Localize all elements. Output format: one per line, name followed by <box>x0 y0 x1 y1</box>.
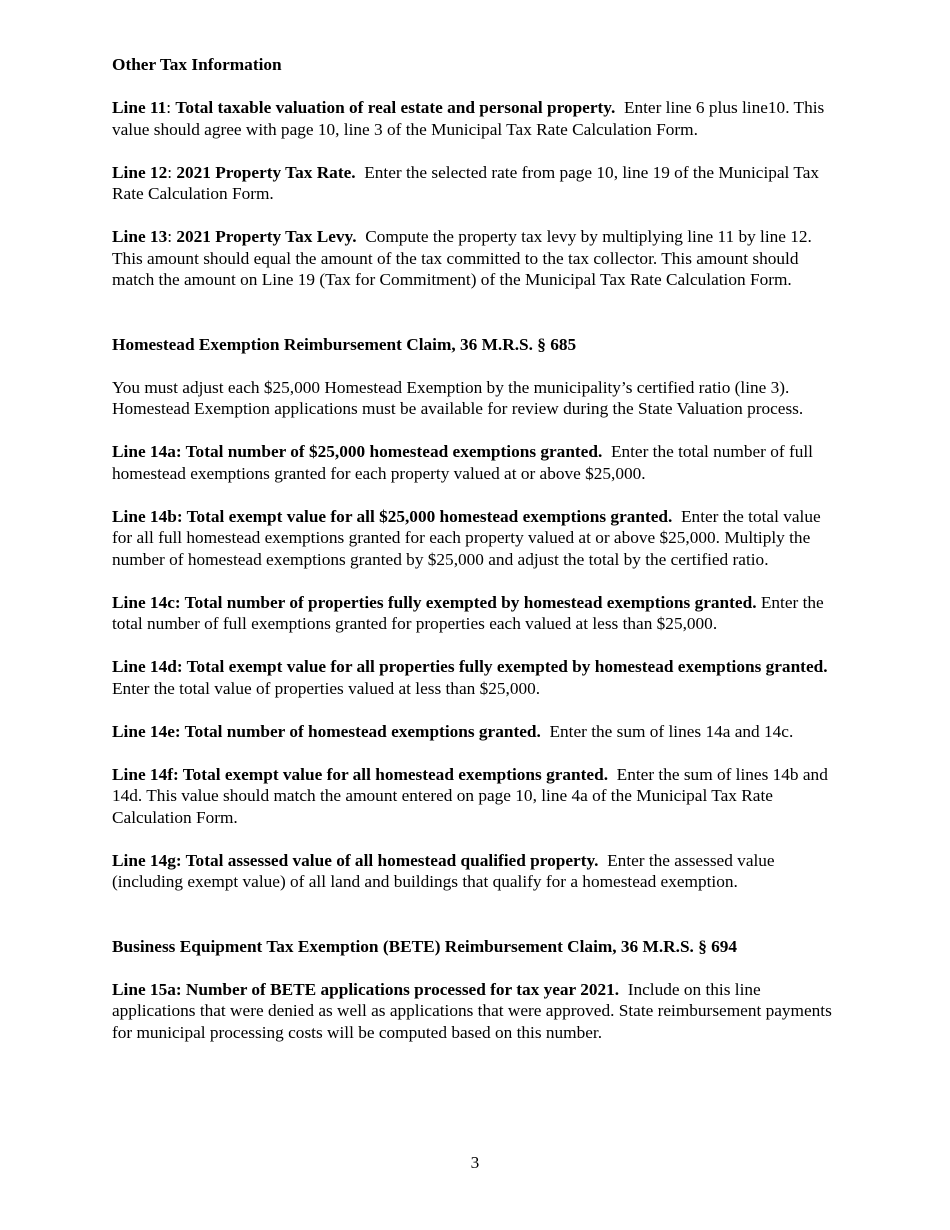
paragraph-line-14b <box>112 506 838 571</box>
line-11-label: Line 11 <box>112 98 167 117</box>
line-14g-body: Enter the assessed value (including exempt value) of all land and buildings that qualify for a homestead exemption. <box>112 850 775 891</box>
line-14f-body: Enter the sum of lines 14b and 14d. This value should match the amount entered on page 10, line 4a of the Municipal Tax Rate Calculation Form. <box>112 764 828 827</box>
line-14g-title: Line 14g: Total assessed value of all homestead qualified property. <box>112 850 599 870</box>
line-14c-body: Enter the total number of full exemptions granted for properties each valued at less than $25,000. <box>112 592 824 633</box>
line-13-sep: : <box>167 227 173 246</box>
line-14e-title: Line 14e: Total number of homestead exemptions granted. <box>112 721 541 741</box>
line-13-title: 2021 Property Tax Levy. <box>176 227 357 246</box>
page-number: 3 <box>470 1153 480 1172</box>
paragraph-homestead-intro: You must adjust each $25,000 Homestead Exemption by the municipality’s certified ratio (line 3). Homestead Exemption applications must be available for review during the State Valuation process. <box>112 377 804 418</box>
line-12-label: Line 12 <box>112 162 168 182</box>
line-14e-body: Enter the sum of lines 14a and 14c. <box>549 721 794 741</box>
line-12-title: 2021 Property Tax Rate. <box>176 162 356 182</box>
paragraph-line-13 <box>112 226 838 291</box>
line-11-title: Total taxable valuation of real estate and personal property. <box>175 98 616 117</box>
line-11-body: Enter line 6 plus line10. This value should agree with page 10, line 3 of the Municipal Tax Rate Calculation Form. <box>112 98 825 139</box>
line-14b-body: Enter the total value for all full homestead exemptions granted for each property valued at or above $25,000. Multiply the number of homestead exemptions granted by $25,000 and adjust the total by the certified ratio. <box>112 506 821 569</box>
line-14d-body: Enter the total value of properties valued at less than $25,000. <box>112 678 541 698</box>
paragraph-line-14e <box>112 721 838 743</box>
section-heading-homestead: Homestead Exemption Reimbursement Claim, 36 M.R.S. § 685 <box>112 334 577 354</box>
line-15a-title: Line 15a: Number of BETE applications processed for tax year 2021. <box>112 979 620 999</box>
line-14c-title: Line 14c: Total number of properties fully exempted by homestead exemptions granted. <box>112 592 757 612</box>
line-13-label: Line 13 <box>112 227 168 246</box>
line-14a-body: Enter the total number of full homestead exemptions granted for each property valued at or above $25,000. <box>112 442 813 483</box>
line-13-body: Compute the property tax levy by multiplying line 11 by line 12. This amount should equal the amount of the tax committed to the tax collector. This amount should match the amount on Line 19 (Tax for Commitment) of the Municipal Tax Rate Calculation Form. <box>112 227 812 289</box>
paragraph-line-12 <box>112 162 838 205</box>
paragraph-line-15a <box>112 979 838 1044</box>
line-15a-body: Include on this line applications that were denied as well as applications that were approved. State reimbursement payments for municipal processing costs will be computed based on this number. <box>112 979 832 1042</box>
line-14d-title: Line 14d: Total exempt value for all properties fully exempted by homestead exemptions granted. <box>112 657 828 676</box>
line-14b-title: Line 14b: Total exempt value for all $25,000 homestead exemptions granted. <box>112 506 673 526</box>
paragraph-line-14c <box>112 592 838 635</box>
section-heading-bete: Business Equipment Tax Exemption (BETE) Reimbursement Claim, 36 M.R.S. § 694 <box>112 936 738 956</box>
line-14a-title: Line 14a: Total number of $25,000 homestead exemptions granted. <box>112 442 603 461</box>
document-page <box>112 54 838 1043</box>
line-12-body: Enter the selected rate from page 10, line 19 of the Municipal Tax Rate Calculation Form. <box>112 162 820 203</box>
paragraph-line-14g <box>112 850 838 893</box>
paragraph-line-14f <box>112 764 838 829</box>
line-11-sep: : <box>166 98 172 117</box>
section-heading-other-tax: Other Tax Information <box>112 55 282 74</box>
line-14f-title: Line 14f: Total exempt value for all homestead exemptions granted. <box>112 764 609 784</box>
paragraph-line-14d <box>112 656 838 699</box>
paragraph-line-14a <box>112 441 838 484</box>
line-12-sep: : <box>167 162 173 182</box>
paragraph-line-11 <box>112 97 838 140</box>
